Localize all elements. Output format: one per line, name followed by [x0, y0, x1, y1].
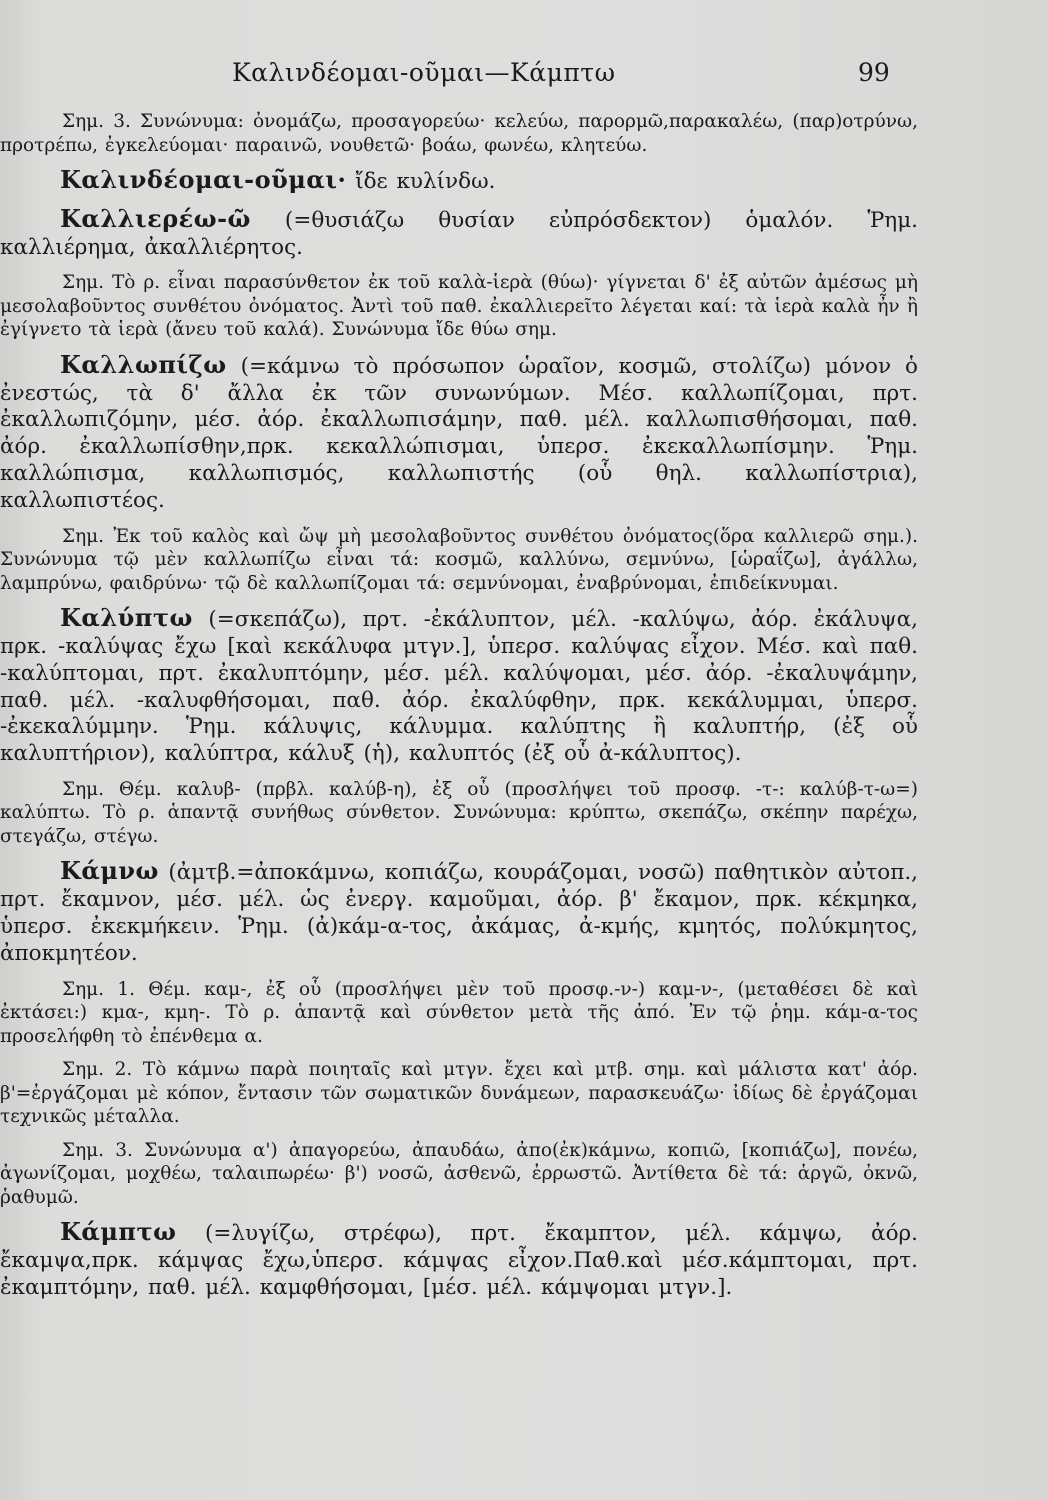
entry-headword: Κάμνω	[60, 856, 159, 886]
entry-headword: Καλύπτω	[60, 603, 193, 633]
entry-headword: Καλλωπίζω	[60, 349, 227, 379]
note-kallopizo: Σημ. Ἐκ τοῦ καλὸς καὶ ὤψ μὴ μεσολαβοῦντος συνθέτου ὀνόματος(ὅρα καλλιερῶ σημ.). Συνώνυμα τῷ μὲν καλλωπίζω εἶναι τά: κοσμῶ, καλλύνω, σεμνύνω, [ὡραΐζω], ἀγάλλω, λαμπρύνω, φαιδρύνω· τῷ δὲ καλλωπίζομαι τά: σεμνύνομαι, ἐναβρύνομαι, ἐπιδείκνυμαι.	[0, 525, 918, 594]
note-kalypto: Σημ. Θέμ. καλυβ- (πρβλ. καλύβ-η), ἐξ οὗ (προσλήψει τοῦ προσφ. -τ-: καλύβ-τ-ω=) καλύπτω. Τὸ ρ. ἁπαντᾷ συνήθως σύνθετον. Συνώνυμα: κρύπτω, σκεπάζω, σκέπην παρέχω, στεγάζω, στέγω.	[0, 778, 918, 847]
note-kalliereo: Σημ. Τὸ ρ. εἶναι παρασύνθετον ἐκ τοῦ καλὰ-ἱερὰ (θύω)· γίγνεται δ' ἐξ αὐτῶν ἀμέσως μὴ μεσολαβοῦντος συνθέτου ὀνόματος. Ἀντὶ τοῦ παθ. ἐκαλλιερεῖτο λέγεται καί: τὰ ἱερὰ καλὰ ἦν ἢ ἐγίγνετο τὰ ἱερὰ (ἄνευ τοῦ καλά). Συνώνυμα ἴδε θύω σημ.	[0, 272, 918, 341]
entry-kamno: Κάμνω (ἀμτβ.=ἀποκάμνω, κοπιάζω, κουράζομαι, νοσῶ) παθητικὸν αὐτοπ., πρτ. ἔκαμνον, μέσ. μέλ. ὡς ἐνεργ. καμοῦμαι, ἀόρ. β' ἔκαμον, πρκ. κέκμηκα, ὑπερσ. ἐκεκμήκειν. Ῥημ. (ἀ)κάμ-α-τος, ἀκάμας, ἀ-κμής, κμητός, πολύκμητος, ἀποκμητέον.	[0, 856, 918, 966]
page-number: 99	[858, 58, 890, 87]
entry-kalliereo: Καλλιερέω-ῶ (=θυσιάζω θυσίαν εὐπρόσδεκτον) ὁμαλόν. Ῥημ. καλλιέρημα, ἀκαλλιέρητος.	[0, 203, 918, 260]
entry-kalypto: Καλύπτω (=σκεπάζω), πρτ. -ἐκάλυπτον, μέλ. -καλύψω, ἀόρ. ἐκάλυψα, πρκ. -καλύψας ἔχω [καὶ κεκάλυφα μτγν.], ὑπερσ. καλύψας εἶχον. Μέσ. καὶ παθ. -καλύπτομαι, πρτ. ἐκαλυπτόμην, μέσ. μέλ. καλύψομαι, μέσ. ἀόρ. -ἐκαλυψάμην, παθ. μέλ. -καλυφθήσομαι, παθ. ἀόρ. ἐκαλύφθην, πρκ. κεκάλυμμαι, ὑπερσ. -ἐκεκαλύμμην. Ῥημ. κάλυψις, κάλυμμα. καλύπτης ἢ καλυπτήρ, (ἐξ οὗ καλυπτήριον), καλύπτρα, κάλυξ (ἡ), καλυπτός (ἐξ οὗ ἀ-κάλυπτος).	[0, 603, 918, 767]
note-synonyms-3: Σημ. 3. Συνώνυμα: ὀνομάζω, προσαγορεύω· κελεύω, παρορμῶ,παρακαλέω, (παρ)οτρύνω, προτρέπω, ἐγκελεύομαι· παραινῶ, νουθετῶ· βοάω, φωνέω, κλητεύω.	[0, 111, 918, 156]
entry-headword: Καλλιερέω-ῶ	[60, 203, 251, 233]
entry-kallopizo: Καλλωπίζω (=κάμνω τὸ πρόσωπον ὡραῖον, κοσμῶ, στολίζω) μόνον ὁ ἐνεστώς, τὰ δ' ἄλλα ἐκ τῶν συνωνύμων. Μέσ. καλλωπίζομαι, πρτ. ἐκαλλωπιζόμην, μέσ. ἀόρ. ἐκαλλωπισάμην, παθ. μέλ. καλλωπισθήσομαι, παθ. ἀόρ. ἐκαλλωπίσθην,πρκ. κεκαλλώπισμαι, ὑπερσ. ἐκεκαλλωπίσμην. Ῥημ. καλλώπισμα, καλλωπισμός, καλλωπιστής (οὗ θηλ. καλλωπίστρια), καλλωπιστέος.	[0, 349, 918, 513]
note-kamno-3: Σημ. 3. Συνώνυμα α') ἀπαγορεύω, ἀπαυδάω, ἀπο(ἐκ)κάμνω, κοπιῶ, [κοπιάζω], πονέω, ἀγωνίζομαι, μοχθέω, ταλαιπωρέω· β') νοσῶ, ἀσθενῶ, ἐρρωστῶ. Ἀντίθετα δὲ τά: ἀργῶ, ὀκνῶ, ῥαθυμῶ.	[0, 1139, 918, 1208]
note-kamno-2: Σημ. 2. Τὸ κάμνω παρὰ ποιηταῖς καὶ μτγν. ἔχει καὶ μτβ. σημ. καὶ μάλιστα κατ' ἀόρ. β'=ἐργάζομαι μὲ κόπον, ἔντασιν τῶν σωματικῶν δυνάμεων, παρασκευάζω· ἰδίως δὲ ἐργάζομαι τεχνικῶς μέταλλα.	[0, 1059, 918, 1128]
entry-headword: Κάμπτω	[60, 1217, 177, 1247]
entry-headword: Καλινδέομαι-οῦμαι·	[60, 165, 347, 194]
entry-kalindeomai: Καλινδέομαι-οῦμαι· ἴδε κυλίνδω.	[60, 165, 496, 194]
note-kamno-1: Σημ. 1. Θέμ. καμ-, ἐξ οὗ (προσλήψει μὲν τοῦ προσφ.-ν-) καμ-ν-, (μεταθέσει δὲ καὶ ἐκτάσει:) κμα-, κμη-. Τὸ ρ. ἁπαντᾷ καὶ σύνθετον μετὰ τῆς ἀπό. Ἐν τῷ ῥημ. κάμ-α-τος προσελήφθη τὸ ἐπένθεμα α.	[0, 978, 918, 1047]
page-body	[0, 110, 918, 1312]
running-head: Καλινδέομαι-οῦμαι—Κάμπτω	[232, 58, 616, 87]
page-header	[0, 58, 1048, 94]
entry-kampto: Κάμπτω (=λυγίζω, στρέφω), πρτ. ἔκαμπτον, μέλ. κάμψω, ἀόρ. ἔκαμψα,πρκ. κάμψας ἔχω,ὑπερσ. κάμψας εἶχον.Παθ.καὶ μέσ.κάμπτομαι, πρτ. ἐκαμπτόμην, παθ. μέλ. καμφθήσομαι, [μέσ. μέλ. κάμψομαι μτγν.].	[0, 1217, 918, 1300]
